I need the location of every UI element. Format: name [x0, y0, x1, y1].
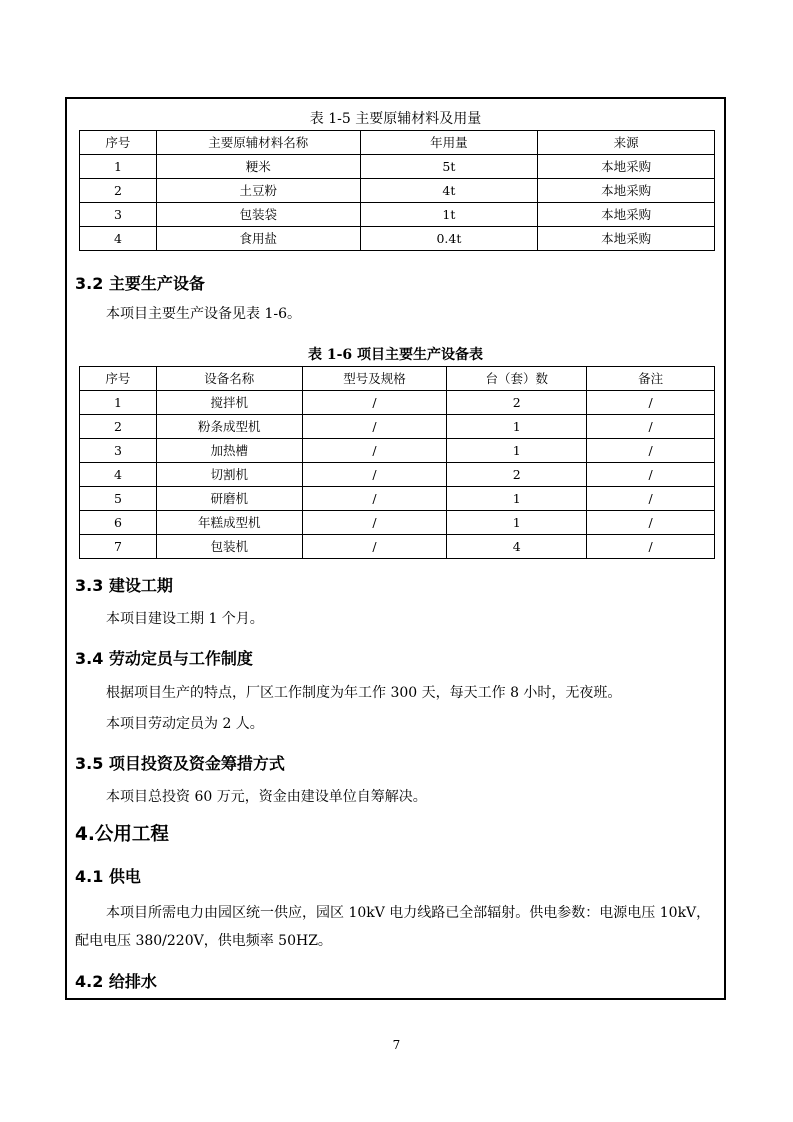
column-header: 序号: [80, 367, 157, 391]
section-3-2-text: 本项目主要生产设备见表 1-6。: [106, 306, 301, 322]
column-header: 来源: [538, 131, 715, 155]
table-cell: 食用盐: [156, 227, 360, 251]
table-header-row: [80, 131, 715, 155]
section-3-4-text-1: 根据项目生产的特点，厂区工作制度为年工作 300 天，每天工作 8 小时，无夜班。: [106, 685, 622, 701]
table-cell: /: [587, 487, 715, 511]
table-cell: 4: [447, 535, 587, 559]
table-cell: /: [587, 511, 715, 535]
table-cell: 1t: [360, 203, 538, 227]
table-cell: 2: [80, 415, 157, 439]
table-cell: 本地采购: [538, 179, 715, 203]
table-cell: 包装袋: [156, 203, 360, 227]
column-header: 备注: [587, 367, 715, 391]
table-row: [80, 463, 715, 487]
page-number: 7: [392, 1038, 401, 1052]
column-header: 序号: [80, 131, 157, 155]
section-3-3-heading: 3.3 建设工期: [75, 576, 173, 595]
table-cell: /: [302, 415, 447, 439]
table-cell: 土豆粉: [156, 179, 360, 203]
table-cell: 1: [447, 415, 587, 439]
section-3-4-text-2: 本项目劳动定员为 2 人。: [106, 716, 264, 732]
table-cell: 包装机: [156, 535, 302, 559]
table-row: [80, 439, 715, 463]
table-cell: 5t: [360, 155, 538, 179]
table-cell: /: [587, 439, 715, 463]
section-3-5-heading: 3.5 项目投资及资金筹措方式: [75, 754, 285, 773]
column-header: 年用量: [360, 131, 538, 155]
column-header: 设备名称: [156, 367, 302, 391]
table-cell: 7: [80, 535, 157, 559]
table-cell: 1: [80, 155, 157, 179]
table-cell: 3: [80, 203, 157, 227]
table-row: [80, 227, 715, 251]
table-cell: /: [302, 535, 447, 559]
table-1-5-caption: 表 1-5 主要原辅材料及用量: [309, 111, 482, 127]
table-row: [80, 155, 715, 179]
section-4-heading: 4.公用工程: [75, 824, 169, 845]
table-cell: 粉条成型机: [156, 415, 302, 439]
table-row: [80, 391, 715, 415]
table-cell: 1: [447, 511, 587, 535]
table-cell: 0.4t: [360, 227, 538, 251]
table-cell: 加热槽: [156, 439, 302, 463]
table-cell: 1: [447, 487, 587, 511]
table-cell: 本地采购: [538, 203, 715, 227]
table-cell: 4: [80, 463, 157, 487]
table-cell: 4: [80, 227, 157, 251]
section-4-1-text: 本项目所需电力由园区统一供应，园区 10kV 电力线路已全部辐射。供电参数：电源电压 10kV，配电电压 380/220V，供电频率 50HZ。: [75, 905, 711, 949]
table-cell: 粳米: [156, 155, 360, 179]
table-row: [80, 487, 715, 511]
table-cell: 年糕成型机: [156, 511, 302, 535]
table-cell: /: [302, 511, 447, 535]
materials-table: [79, 130, 715, 251]
table-1-6-caption: 表 1-6 项目主要生产设备表: [307, 347, 484, 363]
table-cell: /: [587, 463, 715, 487]
table-cell: 6: [80, 511, 157, 535]
table-cell: 3: [80, 439, 157, 463]
section-3-2-heading: 3.2 主要生产设备: [75, 274, 205, 293]
section-4-1-heading: 4.1 供电: [75, 867, 141, 886]
section-3-3-text: 本项目建设工期 1 个月。: [106, 611, 264, 627]
table-cell: 1: [447, 439, 587, 463]
table-cell: /: [302, 391, 447, 415]
table-cell: /: [302, 463, 447, 487]
table-cell: 搅拌机: [156, 391, 302, 415]
table-cell: /: [587, 535, 715, 559]
table-cell: 本地采购: [538, 155, 715, 179]
table-cell: 2: [447, 391, 587, 415]
table-cell: 切割机: [156, 463, 302, 487]
column-header: 主要原辅材料名称: [156, 131, 360, 155]
table-row: [80, 203, 715, 227]
section-3-5-text: 本项目总投资 60 万元，资金由建设单位自筹解决。: [106, 789, 427, 805]
table-cell: 2: [447, 463, 587, 487]
table-row: [80, 179, 715, 203]
table-header-row: [80, 367, 715, 391]
table-cell: 1: [80, 391, 157, 415]
table-cell: /: [302, 439, 447, 463]
table-cell: /: [302, 487, 447, 511]
table-cell: /: [587, 415, 715, 439]
table-row: [80, 535, 715, 559]
table-cell: 4t: [360, 179, 538, 203]
table-cell: 本地采购: [538, 227, 715, 251]
column-header: 型号及规格: [302, 367, 447, 391]
equipment-table: [79, 366, 715, 559]
table-row: [80, 511, 715, 535]
table-cell: 研磨机: [156, 487, 302, 511]
section-3-4-heading: 3.4 劳动定员与工作制度: [75, 649, 253, 668]
content-frame: [65, 97, 726, 1000]
table-cell: 2: [80, 179, 157, 203]
table-row: [80, 415, 715, 439]
column-header: 台（套）数: [447, 367, 587, 391]
section-4-2-heading: 4.2 给排水: [75, 972, 157, 991]
table-cell: 5: [80, 487, 157, 511]
table-cell: /: [587, 391, 715, 415]
